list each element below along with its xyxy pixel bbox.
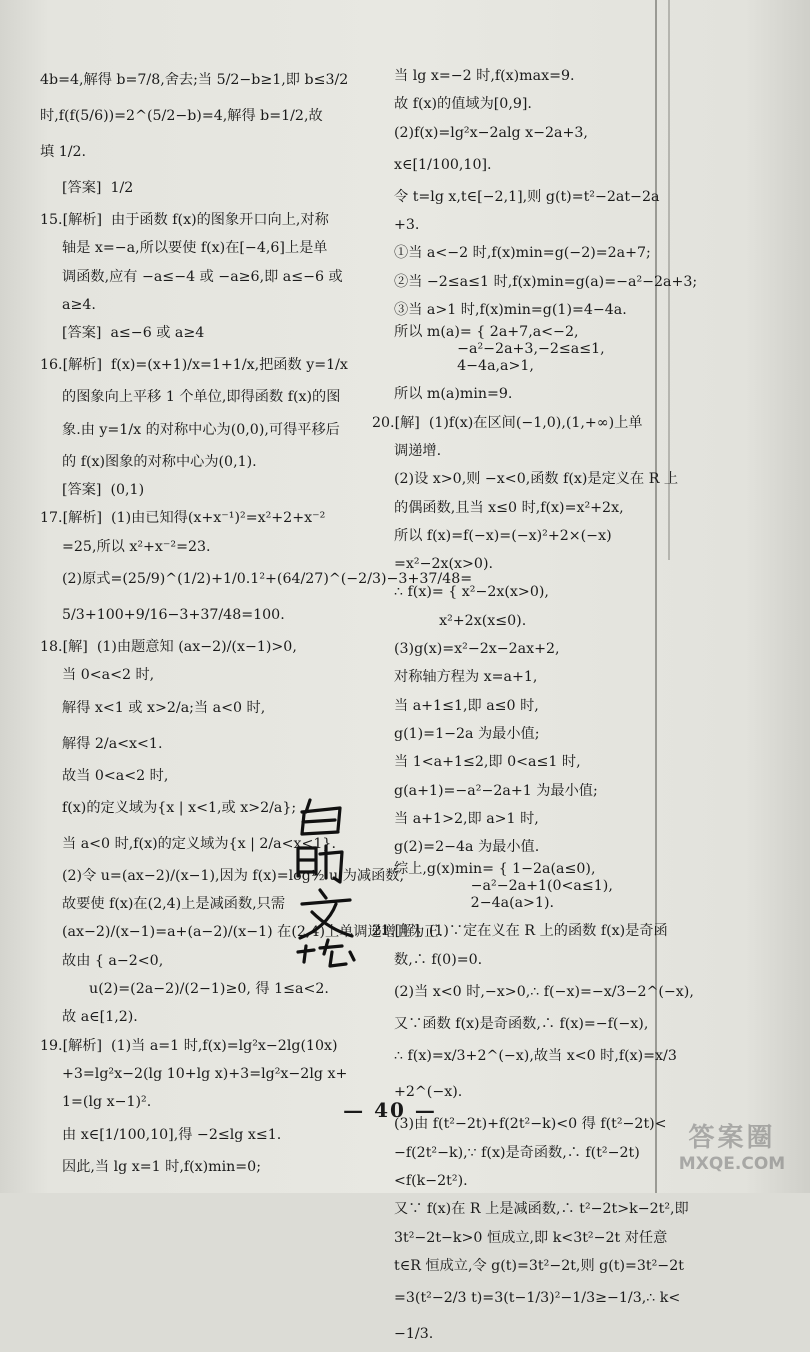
right-column-line: 又∵ f(x)在 R 上是减函数,∴ t²−2t>k−2t²,即 [394,1201,689,1218]
right-column-line: ∴ f(x)=x/3+2^(−x),故当 x<0 时,f(x)=x/3 [394,1048,677,1065]
left-column-line: 18.[解] (1)由题意知 (ax−2)/(x−1)>0, [40,638,297,655]
right-column-line: 3t²−2t−k>0 恒成立,即 k<3t²−2t 对任意 [394,1229,668,1246]
right-column-line: <f(k−2t²). [394,1172,468,1189]
left-column-line: =25,所以 x²+x⁻²=23. [62,538,211,555]
right-column-line: 所以 f(x)=f(−x)=(−x)²+2×(−x) [394,527,612,544]
left-column-line: 调函数,应有 −a≤−4 或 −a≥6,即 a≤−6 或 [62,268,343,285]
right-column-line: =3(t²−2/3 t)=3(t−1/3)²−1/3≥−1/3,∴ k< [394,1290,681,1307]
left-column-line: +3=lg²x−2(lg 10+lg x)+3=lg²x−2lg x+ [62,1065,348,1082]
right-column [372,62,698,1352]
right-column-line: +2^(−x). [394,1084,463,1101]
left-column-line: 由 x∈[1/100,10],得 −2≤lg x≤1. [62,1126,282,1143]
left-column-line: 1=(lg x−1)². [62,1094,152,1111]
right-column-line: 21.[解] (1)∵定在义在 R 上的函数 f(x)是奇函 [372,923,668,940]
left-column-line: 填 1/2. [40,144,87,160]
right-column-line: +3. [394,217,420,234]
left-column-line: 象.由 y=1/x 的对称中心为(0,0),可得平移后 [62,421,340,438]
left-column-line: 因此,当 lg x=1 时,f(x)min=0; [62,1158,261,1175]
right-column-line: g(1)=1−2a 为最小值; [394,725,540,742]
right-column-line: 故 f(x)的值域为[0,9]. [394,96,532,113]
left-column-line: 19.[解析] (1)当 a=1 时,f(x)=lg²x−2lg(10x) [40,1037,338,1054]
right-column-line: ②当 −2≤a≤1 时,f(x)min=g(a)=−a²−2a+3; [394,273,698,290]
left-column-line: 17.[解析] (1)由已知得(x+x⁻¹)²=x²+2+x⁻² [40,510,326,527]
left-column-line: (2)令 u=(ax−2)/(x−1),因为 f(x)=log½ u 为减函数, [62,867,404,884]
left-column-line: 4b=4,解得 b=7/8,舍去;当 5/2−b≥1,即 b≤3/2 [40,72,349,88]
right-column-line: 所以 m(a)min=9. [394,386,513,403]
right-column-line: x²+2x(x≤0). [394,612,527,629]
right-column-line: x∈[1/100,10]. [394,156,492,173]
right-column-line: 又∵函数 f(x)是奇函数,∴ f(x)=−f(−x), [394,1016,649,1033]
left-column-line: 解得 x<1 或 x>2/a;当 a<0 时, [62,699,266,716]
page-number: — 40 — [343,1098,437,1122]
right-column-line: t∈R 恒成立,令 g(t)=3t²−2t,则 g(t)=3t²−2t [394,1257,684,1274]
right-column-line: 综上,g(x)min= { 1−2a(a≤0), −a²−2a+1(0<a≤1), 2−4a(a>1). [394,861,613,912]
watermark-logo [662,1123,802,1183]
right-column-line: −1/3. [394,1326,434,1343]
watermark-brand: 答案圈 [688,1123,776,1153]
right-column-line: 对称轴方程为 x=a+1, [394,669,538,686]
right-column-line: g(a+1)=−a²−2a+1 为最小值; [394,782,598,799]
right-column-line: 当 1<a+1≤2,即 0<a≤1 时, [394,754,581,771]
left-column-line: 的 f(x)图象的对称中心为(0,1). [62,453,257,470]
left-column-line: [答案] 1/2 [62,180,134,196]
right-column-line: (2)f(x)=lg²x−2alg x−2a+3, [394,124,588,141]
right-column-line: (3)g(x)=x²−2x−2ax+2, [394,641,560,658]
right-column-line: 令 t=lg x,t∈[−2,1],则 g(t)=t²−2at−2a [394,188,660,205]
left-column-line: 轴是 x=−a,所以要使 f(x)在[−4,6]上是单 [62,240,328,257]
right-column-line: ③当 a>1 时,f(x)min=g(1)=4−4a. [394,302,627,319]
right-column-line: 数,∴ f(0)=0. [394,951,483,968]
left-column-line: u(2)=(2a−2)/(2−1)≥0, 得 1≤a<2. [62,981,329,998]
left-column-line: 16.[解析] f(x)=(x+1)/x=1+1/x,把函数 y=1/x [40,357,348,374]
right-column-line: (2)设 x>0,则 −x<0,函数 f(x)是定义在 R 上 [394,471,679,488]
watermark-url: MXQE.COM [678,1154,786,1174]
right-column-line: ①当 a<−2 时,f(x)min=g(−2)=2a+7; [394,245,651,262]
left-column-line: 故 a∈[1,2). [62,1009,138,1026]
left-column-line: [答案] a≤−6 或 a≥4 [62,325,205,342]
left-column-line: 解得 2/a<x<1. [62,735,163,752]
left-column-line: [答案] (0,1) [62,482,145,499]
left-column-line: 时,f(f(5/6))=2^(5/2−b)=4,解得 b=1/2,故 [40,108,323,124]
right-column-line: −f(2t²−k),∵ f(x)是奇函数,∴ f(t²−2t) [394,1144,640,1161]
right-column-line: (2)当 x<0 时,−x>0,∴ f(−x)=−x/3−2^(−x), [394,984,694,1001]
right-column-line: 当 lg x=−2 时,f(x)max=9. [394,68,575,84]
right-column-line: 所以 m(a)= { 2a+7,a<−2, −a²−2a+3,−2≤a≤1, 4−4a,a>1, [394,324,605,375]
right-column-line: 当 a+1>2,即 a>1 时, [394,810,539,827]
handwritten-signature [280,790,370,970]
right-column-line: 20.[解] (1)f(x)在区间(−1,0),(1,+∞)上单 [372,414,643,431]
right-column-line: 调递增. [394,442,442,459]
left-column-line: 5/3+100+9/16−3+37/48=100. [62,606,285,623]
right-column-line: 的偶函数,且当 x≤0 时,f(x)=x²+2x, [394,499,624,516]
right-column-line: 当 a+1≤1,即 a≤0 时, [394,697,539,714]
left-column-line: 当 a<0 时,f(x)的定义域为{x | 2/a<x<1}. [62,835,336,852]
left-column-line: 故由 { a−2<0, [62,952,164,969]
left-column-line: a≥4. [62,296,96,313]
right-column-line: (3)由 f(t²−2t)+f(2t²−k)<0 得 f(t²−2t)< [394,1116,667,1133]
left-column-line: f(x)的定义域为{x | x<1,或 x>2/a}; [62,799,297,816]
left-column-line: 故要使 f(x)在(2,4)上是减函数,只需 [62,896,286,913]
left-column-line: (ax−2)/(x−1)=a+(a−2)/(x−1) 在(2,4)上单调递增且为正. [62,924,443,941]
left-column-line: 的图象向上平移 1 个单位,即得函数 f(x)的图 [62,389,341,406]
left-column-line: 15.[解析] 由于函数 f(x)的图象开口向上,对称 [40,212,329,228]
left-column-line: 当 0<a<2 时, [62,667,155,684]
left-column-line: 故当 0<a<2 时, [62,767,169,784]
left-column-line: (2)原式=(25/9)^(1/2)+1/0.1²+(64/27)^(−2/3)−3+37/48= [62,570,473,587]
right-column-line: =x²−2x(x>0). [394,556,493,573]
right-column-line: g(2)=2−4a 为最小值. [394,839,540,856]
right-column-line: ∴ f(x)= { x²−2x(x>0), [394,584,549,601]
